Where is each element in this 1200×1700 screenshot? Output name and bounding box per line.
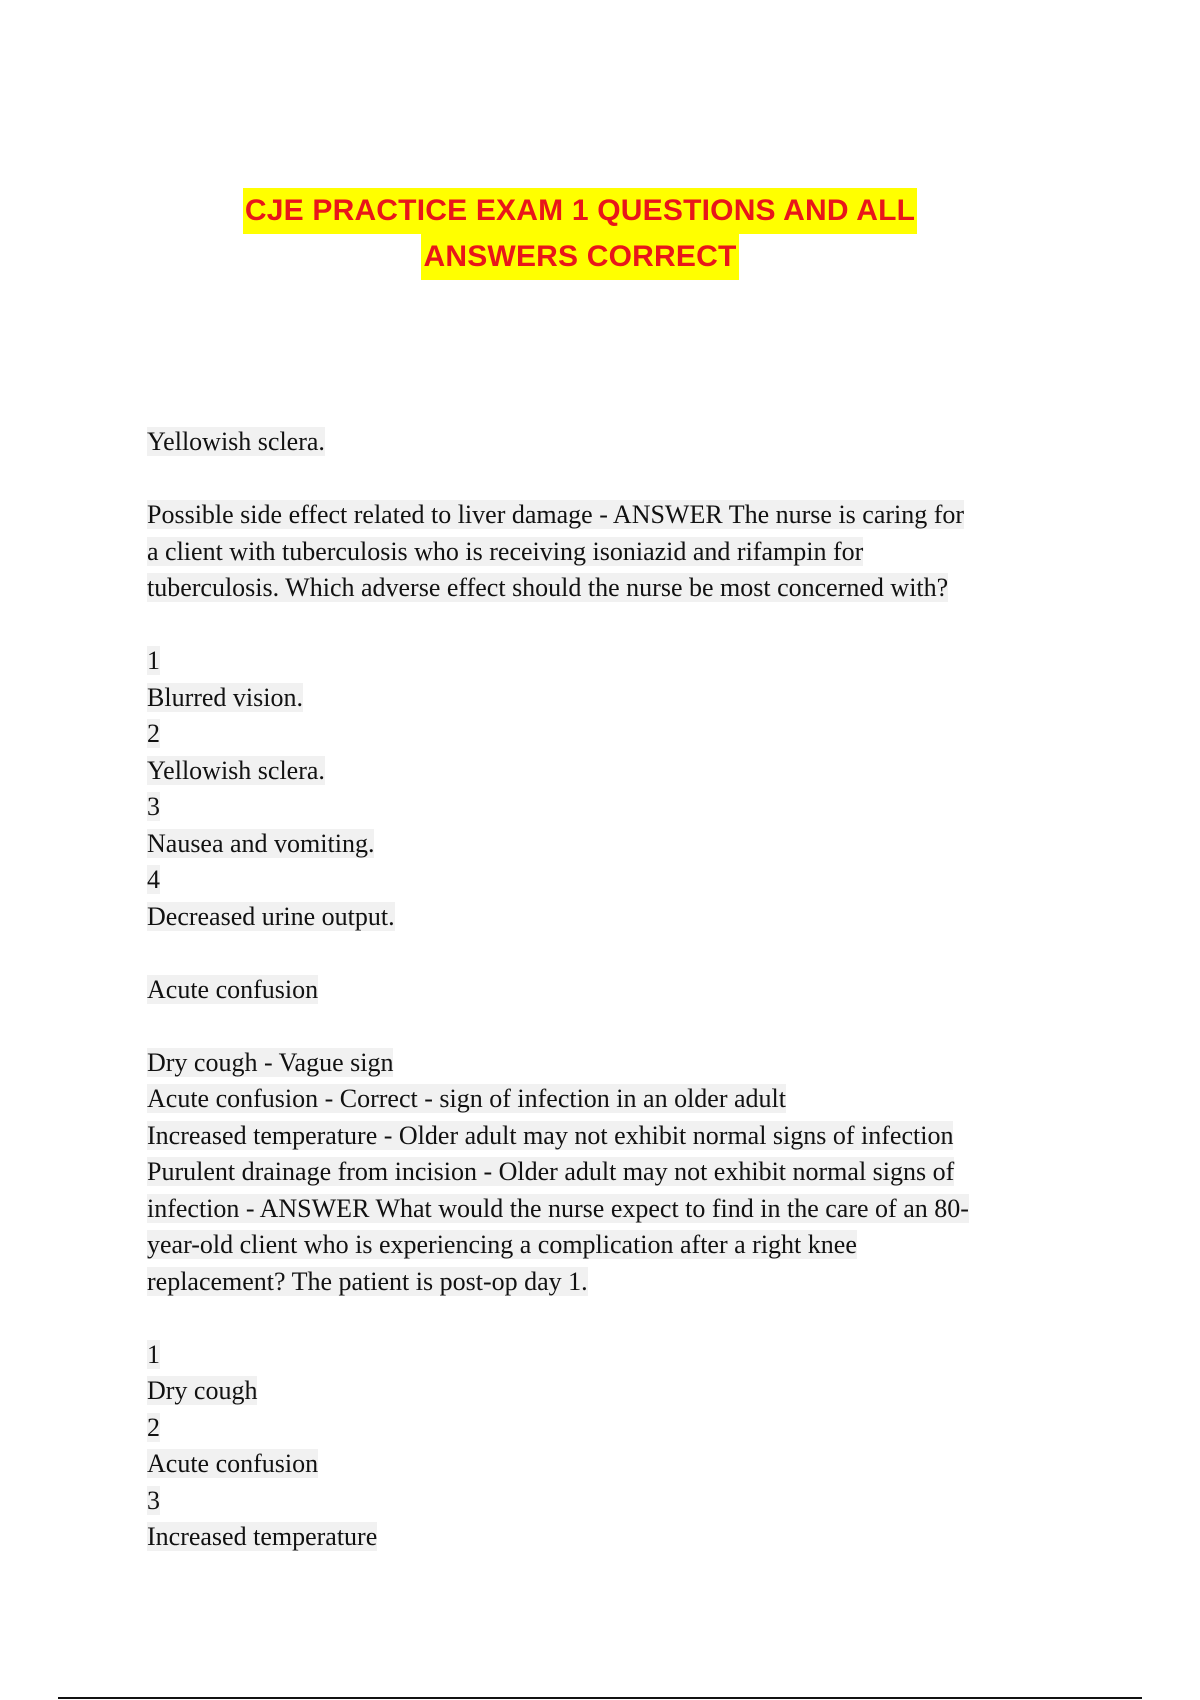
question-1-line: a client with tuberculosis who is receiving isoniazid and rifampin for	[147, 536, 864, 566]
document-body	[147, 424, 1067, 1592]
option-number: 3	[147, 792, 160, 821]
question-2	[147, 1045, 1067, 1301]
option-number: 1	[147, 646, 160, 675]
question-2-line: replacement? The patient is post-op day 1.	[147, 1266, 588, 1296]
answer-1	[147, 424, 1067, 461]
option-text: Decreased urine output.	[147, 901, 395, 931]
answer-2	[147, 972, 1067, 1009]
option-text: Dry cough	[147, 1376, 258, 1405]
question-1-line: Possible side effect related to liver damage - ANSWER The nurse is caring for	[147, 500, 965, 529]
option-text: Acute confusion	[147, 1449, 319, 1478]
question-2-line: Acute confusion - Correct - sign of infection in an older adult	[147, 1084, 786, 1113]
option-number: 2	[147, 1412, 160, 1442]
answer-2-text: Acute confusion	[147, 974, 319, 1004]
option-number: 3	[147, 1485, 160, 1515]
option-number: 1	[147, 1339, 160, 1369]
option-number: 4	[147, 865, 160, 894]
options-1	[147, 643, 1067, 935]
question-1	[147, 497, 1067, 607]
option-text: Blurred vision.	[147, 682, 303, 712]
title-line-2: ANSWERS CORRECT	[421, 234, 738, 280]
question-2-line: year-old client who is experiencing a complication after a right knee	[147, 1230, 857, 1259]
answer-1-text: Yellowish sclera.	[147, 427, 325, 456]
options-2	[147, 1337, 1067, 1556]
question-1-line: tuberculosis. Which adverse effect should the nurse be most concerned with?	[147, 573, 949, 602]
question-2-line: infection - ANSWER What would the nurse expect to find in the care of an 80-	[147, 1193, 969, 1223]
question-2-line: Dry cough - Vague sign	[147, 1047, 394, 1077]
footer-divider	[58, 1697, 1142, 1699]
option-text: Increased temperature	[147, 1522, 378, 1551]
title-line-1: CJE PRACTICE EXAM 1 QUESTIONS AND ALL	[243, 188, 917, 234]
question-2-line: Purulent drainage from incision - Older adult may not exhibit normal signs of	[147, 1157, 955, 1186]
option-text: Nausea and vomiting.	[147, 828, 375, 858]
question-2-line: Increased temperature - Older adult may not exhibit normal signs of infection	[147, 1120, 954, 1150]
option-number: 2	[147, 719, 160, 748]
document-title	[0, 188, 1160, 280]
option-text: Yellowish sclera.	[147, 755, 325, 785]
